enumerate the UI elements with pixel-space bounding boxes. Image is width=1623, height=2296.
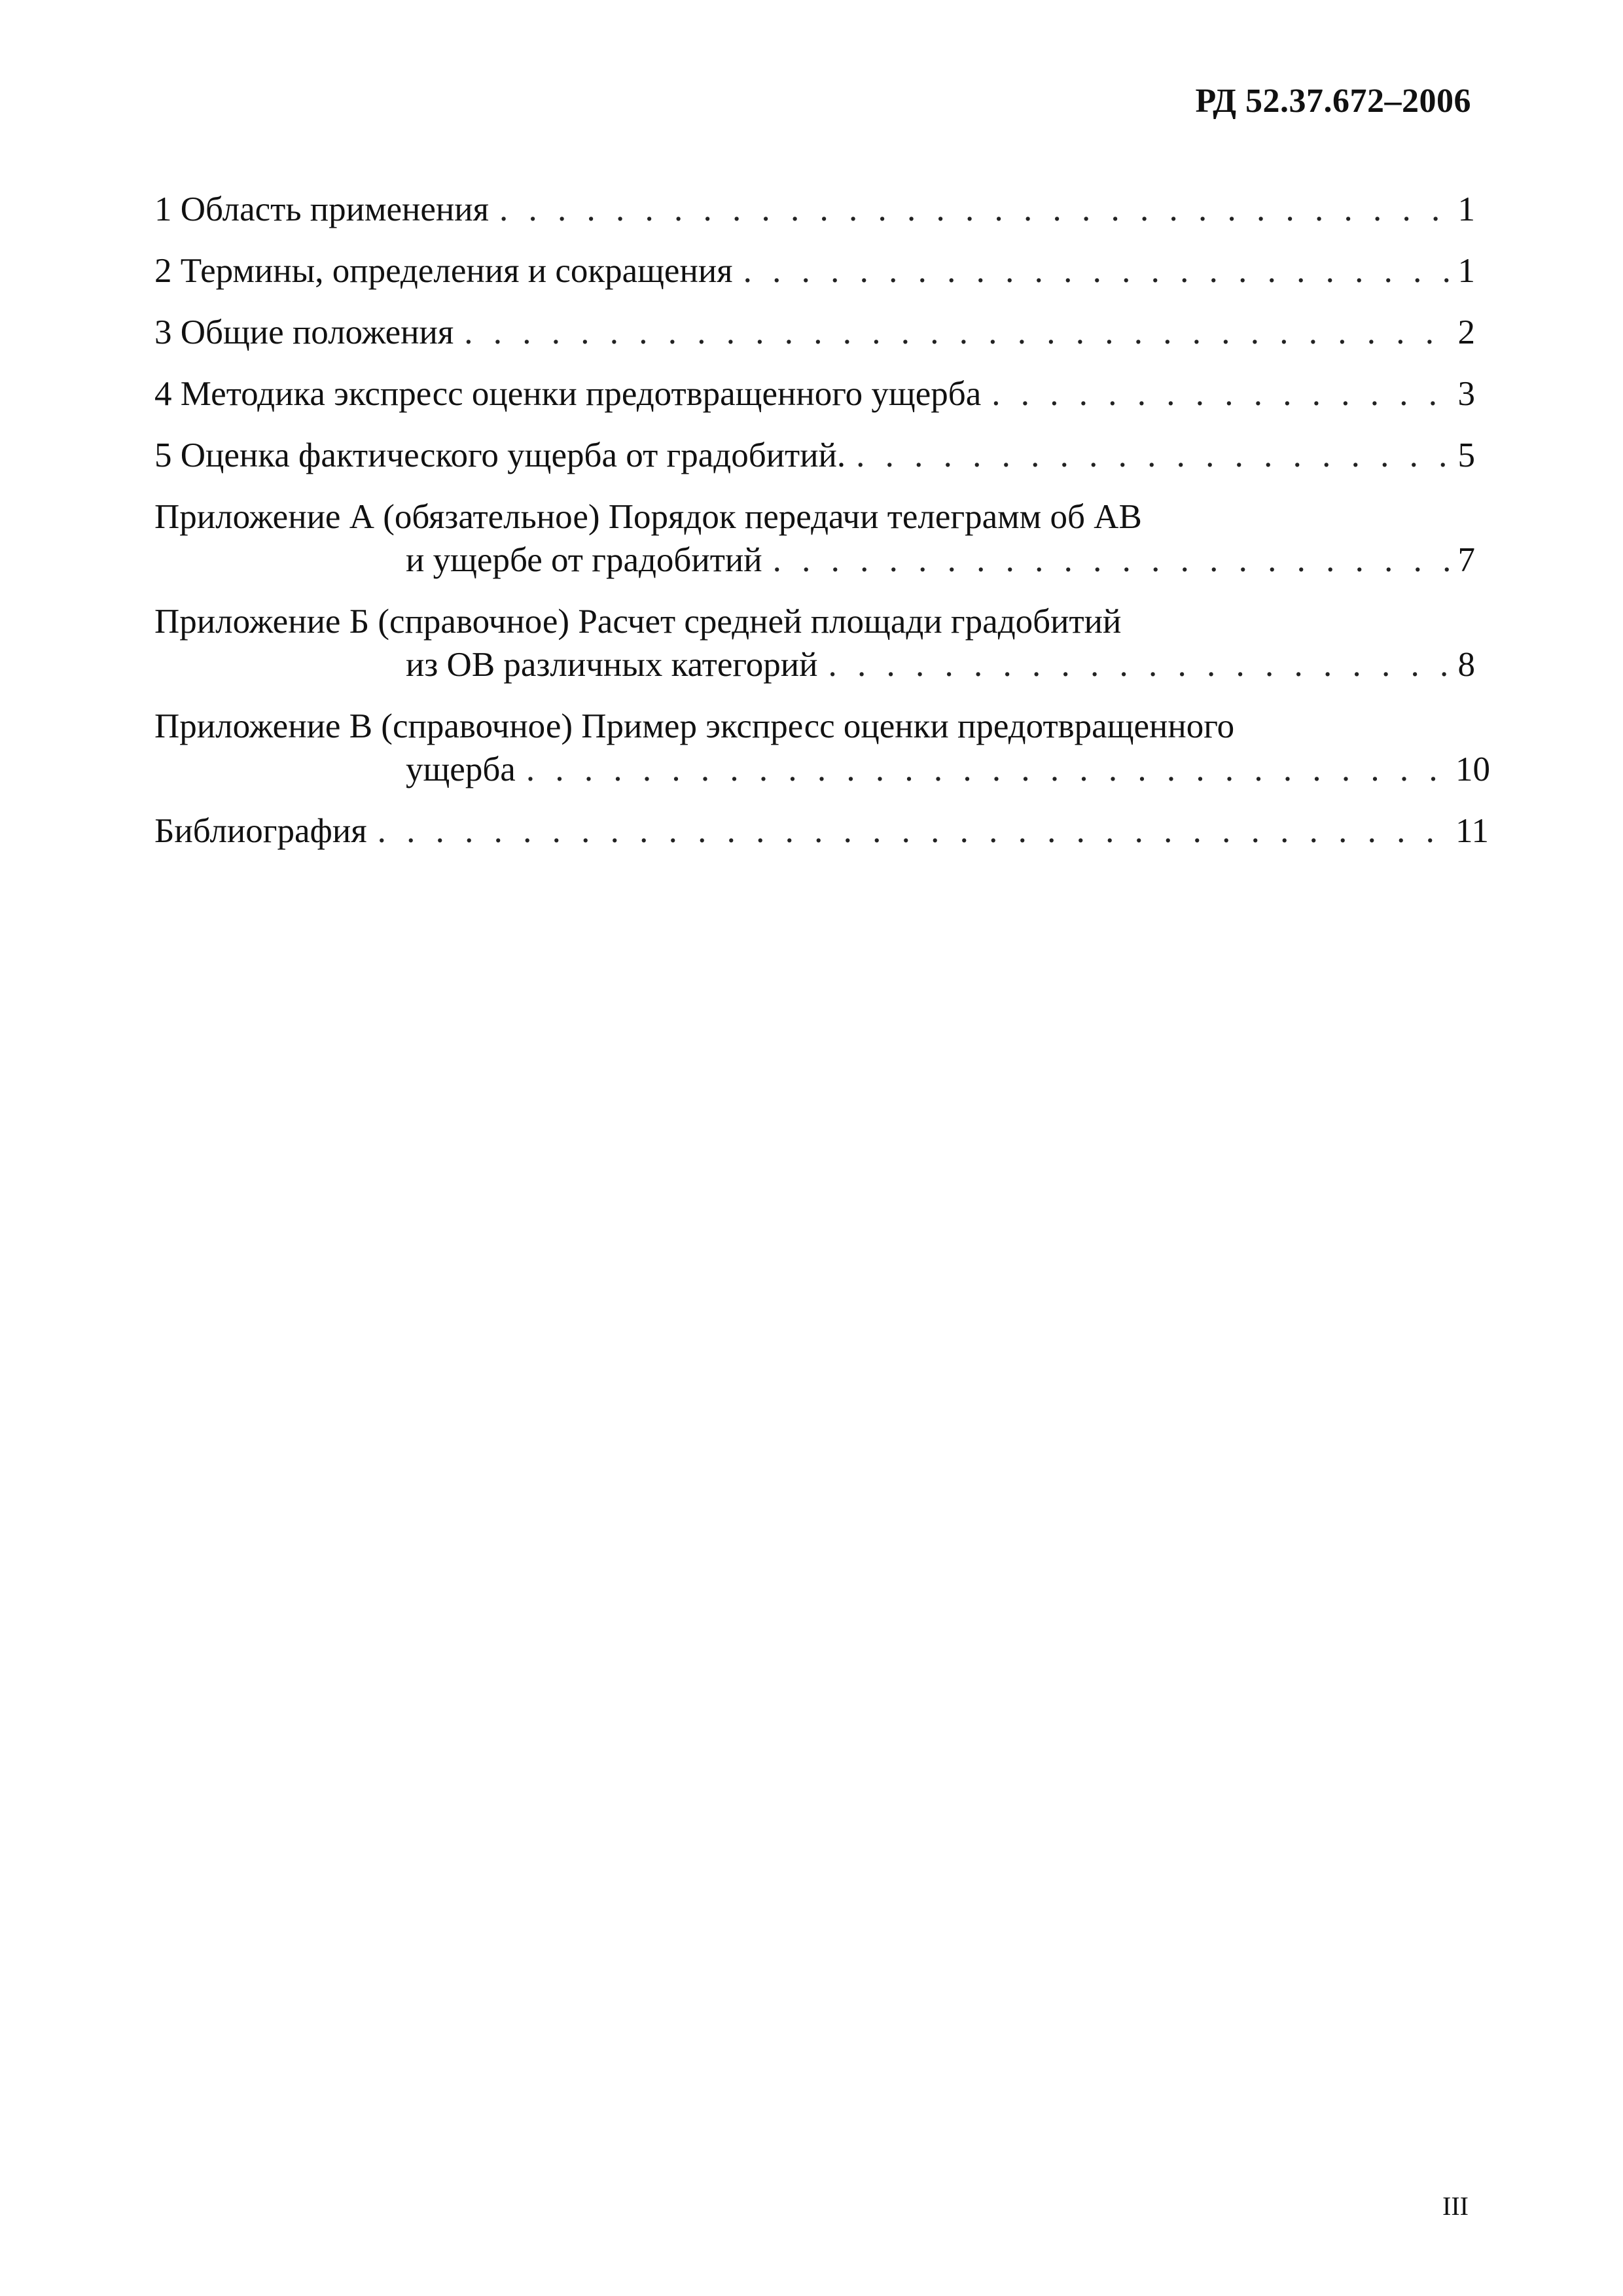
table-of-contents xyxy=(154,188,1490,852)
toc-entry-page: 5 xyxy=(1457,436,1475,474)
toc-entry-title: 2 Термины, определения и сокращения xyxy=(154,252,733,290)
toc-entry-page: 1 xyxy=(1457,190,1475,228)
toc-entry-title-continuation: ущерба xyxy=(406,751,516,788)
toc-entry-appendix-v[interactable] xyxy=(154,705,1475,747)
toc-entry-appendix-a[interactable] xyxy=(154,496,1475,538)
toc-leader-dots xyxy=(464,311,1450,353)
toc-leader-dots xyxy=(829,644,1450,686)
toc-entry-title-continuation: из ОВ различных категорий xyxy=(406,646,818,684)
toc-entry-1[interactable] xyxy=(154,188,1475,230)
toc-entry-3[interactable] xyxy=(154,311,1475,353)
toc-entry-page: 1 xyxy=(1457,252,1475,290)
toc-leader-dots xyxy=(856,434,1450,476)
toc-entry-title: 4 Методика экспресс оценки предотвращенного ущерба xyxy=(154,375,982,413)
toc-entry-title: 1 Область применения xyxy=(154,190,490,228)
toc-entry-title: Библиография xyxy=(154,812,367,850)
document-code: РД 52.37.672–2006 xyxy=(1195,82,1471,120)
toc-leader-dots xyxy=(991,373,1450,415)
toc-entry-bibliography[interactable] xyxy=(154,810,1489,852)
toc-leader-dots xyxy=(773,539,1450,581)
toc-entry-title: 5 Оценка фактического ущерба от градобитий. xyxy=(154,436,846,474)
toc-entry-title-continuation: и ущербе от градобитий xyxy=(406,541,762,579)
toc-leader-dots xyxy=(743,250,1450,292)
toc-entry-title: Приложение А (обязательное) Порядок передачи телеграмм об АВ xyxy=(154,498,1142,536)
toc-entry-page: 10 xyxy=(1455,751,1490,788)
toc-leader-dots xyxy=(378,810,1450,852)
page-number: III xyxy=(1442,2191,1469,2221)
toc-entry-4[interactable] xyxy=(154,373,1475,415)
toc-entry-page: 8 xyxy=(1457,646,1475,684)
toc-entry-appendix-b-continuation[interactable] xyxy=(154,644,1475,686)
toc-entry-2[interactable] xyxy=(154,250,1475,292)
toc-entry-title: Приложение Б (справочное) Расчет средней площади градобитий xyxy=(154,603,1122,641)
toc-entry-page: 2 xyxy=(1457,313,1475,351)
toc-entry-appendix-v-continuation[interactable] xyxy=(154,749,1490,790)
toc-entry-title: Приложение В (справочное) Пример экспресс оценки предотвращенного xyxy=(154,707,1235,745)
toc-entry-page: 3 xyxy=(1457,375,1475,413)
toc-entry-5[interactable] xyxy=(154,434,1475,476)
toc-leader-dots xyxy=(526,749,1450,790)
toc-entry-page: 7 xyxy=(1457,541,1475,579)
toc-entry-page: 11 xyxy=(1455,812,1489,850)
toc-leader-dots xyxy=(499,188,1450,230)
toc-entry-appendix-b[interactable] xyxy=(154,601,1475,643)
toc-entry-title: 3 Общие положения xyxy=(154,313,454,351)
toc-entry-appendix-a-continuation[interactable] xyxy=(154,539,1475,581)
